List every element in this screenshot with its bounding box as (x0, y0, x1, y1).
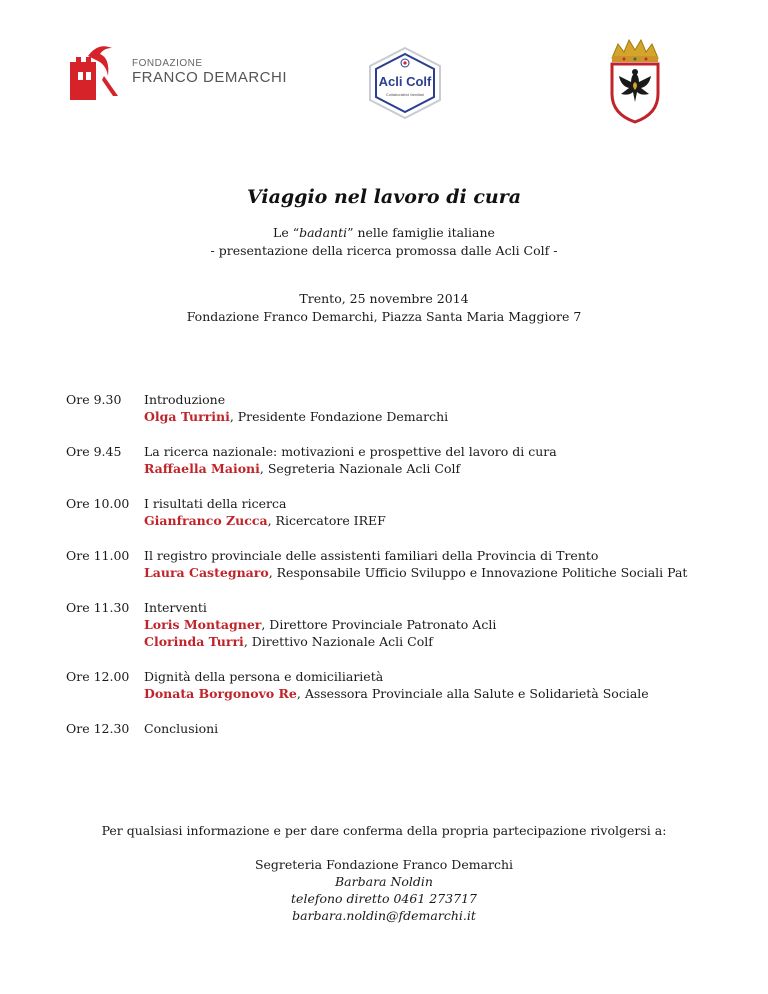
program-speaker-line (144, 616, 726, 633)
program-topic: Dignità della persona e domiciliarietà (144, 669, 384, 684)
contact-name: Barbara Noldin (335, 874, 433, 889)
program-row (66, 391, 726, 425)
subtitle-suffix: ” nelle famiglie italiane (347, 225, 495, 240)
program-row (66, 495, 726, 529)
program-content (144, 391, 726, 425)
contact-phone: telefono diretto 0461 273717 (291, 891, 477, 906)
subtitle-line-2: - presentazione della ricerca promossa dalle Acli Colf - (210, 243, 558, 258)
program-speaker-line (144, 633, 726, 650)
speaker-role: , Direttivo Nazionale Acli Colf (243, 634, 433, 649)
program-time: Ore 12.30 (66, 721, 130, 736)
program-speaker-line (144, 460, 726, 477)
acli-colf-subtitle: Collaboratrici familiari (385, 92, 425, 97)
program-row (66, 443, 726, 477)
program-topic: I risultati della ricerca (144, 496, 287, 511)
speaker-name: Gianfranco Zucca (144, 513, 268, 528)
program-content (144, 720, 726, 737)
program-time: Ore 9.30 (66, 392, 122, 407)
subtitle-emphasis: badanti (299, 225, 348, 240)
program-speaker-line (144, 564, 726, 581)
program-content (144, 443, 726, 477)
program-row (66, 547, 726, 581)
program-topic: Interventi (144, 600, 207, 615)
castle-bird-icon (66, 42, 126, 102)
page-title: Viaggio nel lavoro di cura (246, 186, 522, 208)
program-topic: Introduzione (144, 392, 226, 407)
acli-colf-logo (366, 46, 444, 120)
program-time: Ore 12.00 (66, 669, 130, 684)
event-venue: Fondazione Franco Demarchi, Piazza Santa Maria Maggiore 7 (186, 309, 582, 324)
contact-block (0, 856, 768, 924)
contact-org: Segreteria Fondazione Franco Demarchi (254, 857, 514, 872)
speaker-role: , Responsabile Ufficio Sviluppo e Innovazione Politiche Sociali Pat (268, 565, 688, 580)
contact-email[interactable]: barbara.noldin@fdemarchi.it (292, 908, 476, 923)
speaker-role: , Assessora Provinciale alla Salute e Solidarietà Sociale (296, 686, 649, 701)
subtitle-prefix: Le “ (273, 225, 300, 240)
program-topic: Conclusioni (144, 721, 219, 736)
program-row (66, 599, 726, 650)
program-topic: Il registro provinciale delle assistenti familiari della Provincia di Trento (144, 548, 599, 563)
program-topic: La ricerca nazionale: motivazioni e prospettive del lavoro di cura (144, 444, 557, 459)
event-date: Trento, 25 novembre 2014 (299, 291, 469, 306)
program-list (66, 391, 726, 737)
speaker-role: , Presidente Fondazione Demarchi (229, 409, 449, 424)
program-content (144, 668, 726, 702)
event-details (0, 290, 768, 326)
info-text: Per qualsiasi informazione e per dare conferma della propria partecipazione rivolgersi a: (101, 823, 667, 838)
program-row (66, 720, 726, 737)
program-speaker-line (144, 685, 726, 702)
speaker-name: Clorinda Turri (144, 634, 244, 649)
trentino-crest-logo (604, 36, 666, 124)
program-time: Ore 9.45 (66, 444, 122, 459)
program-time: Ore 11.00 (66, 548, 130, 563)
program-time: Ore 11.30 (66, 600, 130, 615)
program-content (144, 599, 726, 650)
speaker-name: Donata Borgonovo Re (144, 686, 297, 701)
eagle-crest-icon (604, 36, 666, 124)
program-speaker-line (144, 512, 726, 529)
fondazione-label: FONDAZIONE (132, 58, 203, 69)
program-content (144, 495, 726, 529)
speaker-name: Olga Turrini (144, 409, 230, 424)
speaker-name: Loris Montagner (144, 617, 262, 632)
speaker-name: Laura Castegnaro (144, 565, 269, 580)
speaker-role: , Segreteria Nazionale Acli Colf (259, 461, 461, 476)
subtitle-block (0, 224, 768, 260)
fondazione-demarchi-logo (66, 38, 288, 108)
speaker-role: , Direttore Provinciale Patronato Acli (261, 617, 497, 632)
speaker-role: , Ricercatore IREF (267, 513, 386, 528)
program-row (66, 668, 726, 702)
program-time: Ore 10.00 (66, 496, 130, 511)
franco-demarchi-label: FRANCO DEMARCHI (132, 69, 288, 86)
logo-header (0, 0, 768, 140)
program-speaker-line (144, 408, 726, 425)
program-content (144, 547, 726, 581)
speaker-name: Raffaella Maioni (144, 461, 260, 476)
subtitle-line-1 (0, 224, 768, 242)
acli-colf-name: Acli Colf (378, 74, 432, 89)
